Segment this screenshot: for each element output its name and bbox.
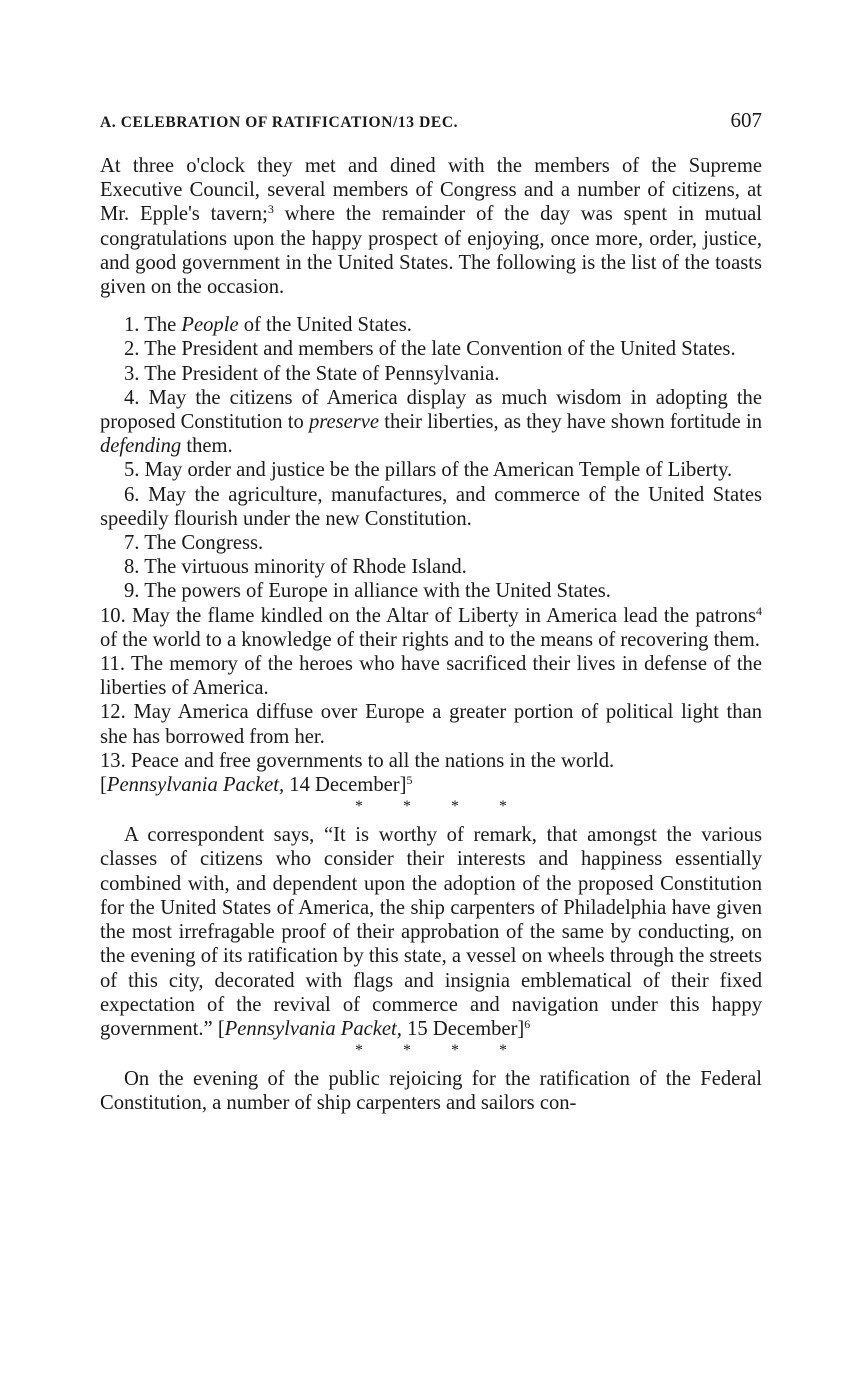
footnote-ref-5[interactable]: 5 (406, 773, 413, 788)
toast-item: 3. The President of the State of Pennsylvania. (124, 362, 500, 385)
source-citation: [Pennsylvania Packet, 14 December]$^5$ (100, 773, 413, 797)
toast-item: 10. May the flame kindled on the Altar of Liberty in America lead the patrons$^4$ of the world to a knowledge of their rights and to the means of recovering them. (100, 603, 762, 651)
section-separator: * * * * (355, 798, 525, 816)
running-head (100, 108, 762, 133)
toast-item: 1. The People of the United States. (124, 314, 412, 337)
footnote-ref-4[interactable]: 4 (756, 603, 762, 618)
toast-item: 8. The virtuous minority of Rhode Island. (124, 556, 467, 579)
toast-item: 12. May America diffuse over Europe a greater portion of political light than she has borrowed from her. (100, 701, 762, 748)
footnote-ref-3[interactable]: 3 (267, 202, 274, 217)
toast-item: 2. The President and members of the late Convention of the United States. (124, 338, 736, 361)
final-paragraph: On the evening of the public rejoicing for the ratification of the Federal Constitution, a number of ship carpenters and sailors con- (100, 1068, 762, 1115)
page-number: 607 (730, 108, 762, 132)
toast-item: 6. May the agriculture, manufactures, and commerce of the United States speedily flourish under the new Constitution. (100, 483, 762, 530)
toast-item: 4. May the citizens of America display as much wisdom in adopting the proposed Constitution to preserve their liberties, as they have shown fortitude in defending them. (100, 386, 762, 458)
intro-paragraph: At three o'clock they met and dined with the members of the Supreme Executive Council, several members of Congress and a number of citizens, at Mr. Epple's tavern;$^3$ where the remainder of the day was spent in mutual congratulations upon the happy prospect of enjoying, once more, order, justice, and good government in the United States. The following is the list of the toasts given on the occasion. (100, 155, 762, 299)
toast-item: 7. The Congress. (124, 532, 264, 555)
section-separator: * * * * (355, 1042, 525, 1060)
toast-item: 13. Peace and free governments to all the nations in the world. (100, 749, 615, 772)
footnote-ref-6[interactable]: 6 (524, 1016, 531, 1031)
toast-list (100, 313, 762, 797)
toast-item: 5. May order and justice be the pillars of the American Temple of Liberty. (124, 459, 733, 482)
correspondent-paragraph: A correspondent says, “It is worthy of remark, that amongst the various classes of citizens who consider their interests and happiness essentially combined with, and dependent upon the adoption of the proposed Constitution for the United States of America, the ship carpenters of Philadelphia have given the most irrefragable proof of their approbation of the same by conducting, on the evening of its ratification by this state, a vessel on wheels through the streets of this city, decorated with flags and insignia emblematical of their fixed expectation of the revival of commerce and navigation under this happy government.” [Pennsylvania Packet, 15 December]$^6$ (100, 824, 762, 1040)
toast-item: 11. The memory of the heroes who have sacrificed their lives in defense of the liberties of America. (100, 653, 762, 700)
body-text (100, 154, 762, 1116)
running-head-title: A. CELEBRATION OF RATIFICATION/13 DEC. (100, 114, 459, 131)
toast-item: 9. The powers of Europe in alliance with the United States. (124, 580, 611, 603)
